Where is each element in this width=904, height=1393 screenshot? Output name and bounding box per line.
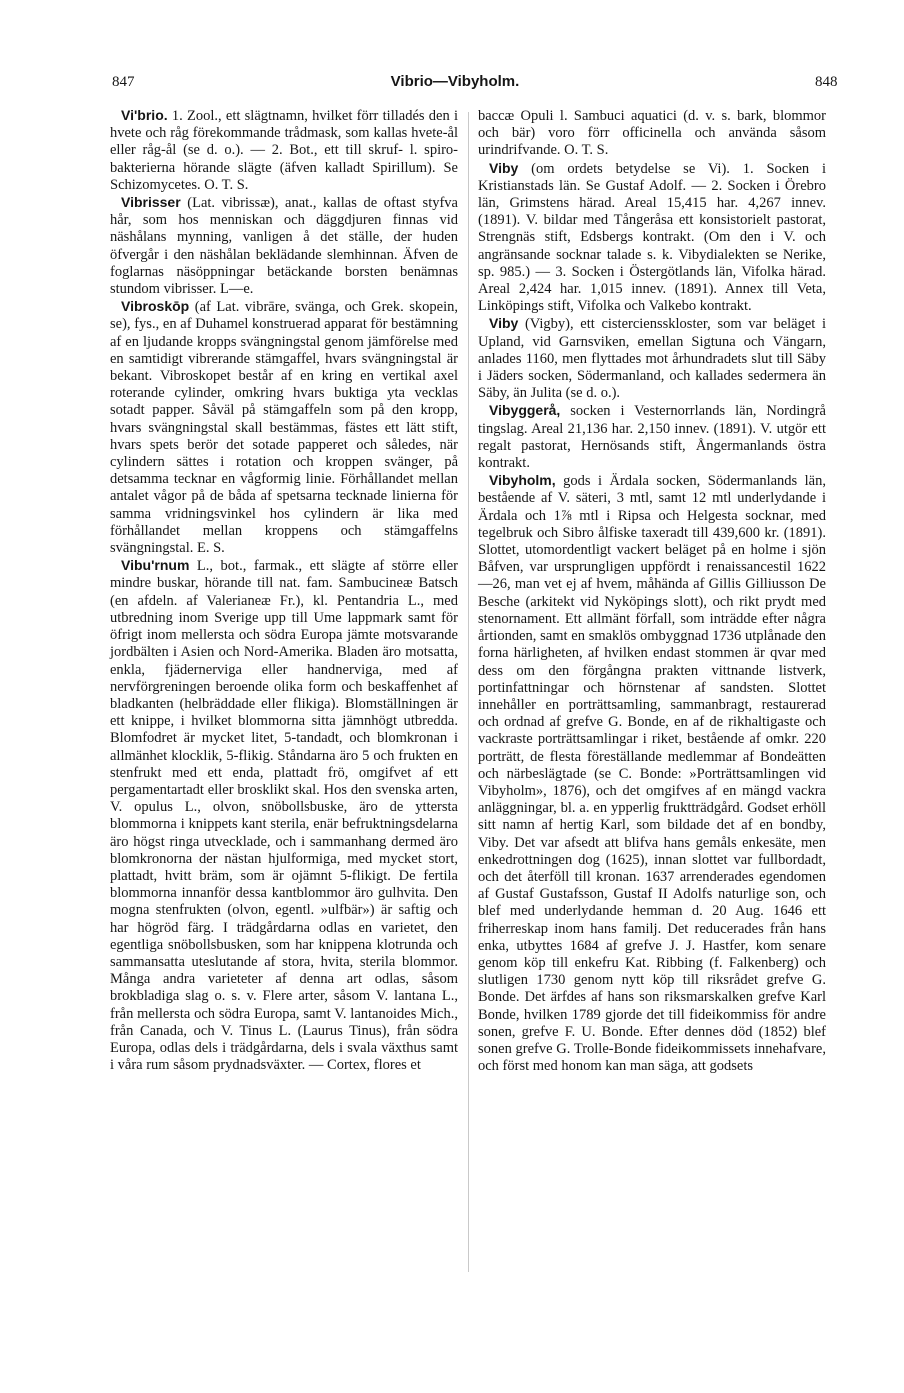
headword: Vibyholm, bbox=[489, 472, 556, 489]
headword: Viby bbox=[489, 159, 519, 176]
entry-text: (Vigby), ett cisterciensskloster, som var beläget i Upland, vid Garnsviken, emellan Sigtuna och Vängarn, anlades 1160, men flyttades mot århundradets slut till Säby i Jäders socken, Södermanland, och kallades sedermera än Säby, än Julita (se d. o.). bbox=[478, 316, 826, 402]
entry-text: (af Lat. vibrāre, svänga, och Grek. skopein, se), fys., en af Duhamel konstruerad apparat för bestämning af en ljudande kropps svängningstal genom jämförelse med en samtidigt vibrerande stämgaffel, hvars svängningstal är bekant. Vibroskopet består af en kring en vertikal axel roterande cylinder, omkring hvars buktiga yta vecklas sotadt papper. Såväl på stämgaffeln som på den kropp, hvars svängningstal skall bestämmas, fästes ett lätt stift, hvars spets berör det sotade papperet och således, när cylindern sättes i rotation och kroppen svänger, på detsamma tecknar en vågformig linie. Förhållandet mellan antalet vågor på de båda af spetsarna tecknade linierna för samma vridningsvinkel hos cylindern är lika med förhållandet mellan kroppens och stämgaffelns svängningstal. E. S. bbox=[110, 299, 458, 557]
entry-text: (Lat. vibrissæ), anat., kallas de oftast styfva hår, som hos menniskan och däggdjuren finnas vid näshålans mynning, vanligen å det ställe, der huden öfvergår i den näshålan beklädande slemhinnan. Äfven de foglarnas näsöppningar betäckande borsten benämnas stundom vibrisser. L—e. bbox=[110, 195, 458, 298]
entry-vibroskop bbox=[110, 298, 458, 557]
headword: Vi'brio. bbox=[121, 107, 168, 123]
entry-vibyggera bbox=[478, 402, 826, 472]
page-number-right: 848 bbox=[815, 74, 838, 90]
column-divider bbox=[468, 112, 469, 1272]
headword: Vibu'rnum bbox=[121, 557, 190, 574]
entry-text: gods i Ärdala socken, Södermanlands län, bestående af V. säteri, 3 mtl, samt 12 mtl underlydande i Ärdala och 1⅞ mtl i Ripsa och Helgesta socknar, med tegelbruk och Sibro ålfiske taxeradt till 439,600 kr. (1891). Slottet, utomordentligt vackert beläget på en holme i sjön Båfven, var ursprungligen uppfördt i renaissancestil 1622—26, man vet ej af hvem, måhända af Gillis Gilliusson De Besche (arkitekt vid Nyköpings slott), och rikt prydt med stenornament. Ett allmänt förfall, som inträdde efter några årtionden, samt en smaklös ombyggnad 1736 utplånade den forna härligheten, af hvilken endast stommen är qvar med dess om den förgångna prakten vittnande listverk, portinfattningar och hörnstenar af sandsten. Slottet innehåller en porträttsamling, sammanbragt, restaurerad och ordnad af grefve G. Bonde, en af de rikhaltigaste och vackraste porträttsamlingar i riket, bestående af omkr. 220 porträtt, de flesta föreställande medlemmar af Bondeätten och närbeslägtade (se C. Bonde: »Porträttsamlingen vid Vibyholm», 1876), och det omgifves af en mängd vackra anläggningar, bl. a. en ypperlig fruktträdgård. Godset erhöll sitt namn af hertig Karl, som bildade det af en bondby, Viby. Det var afsedt att blifva hans gemåls enkesäte, men enkedrottningen dog (1625), innan slottet var fullbordadt, och det återföll till kronan. 1637 arrenderades egendomen af Gustaf Gustafsson, Gustaf II Adolfs naturlige son, och blef med underlydande hemman d. 20 Aug. 1646 ett friherreskap inom hans familj. Det reducerades från hans enka, utbyttes 1684 af grefve J. J. Hastfer, kom senare genom köp till enkefru Kat. Ribbing (f. Falkenberg) och slutligen 1730 genom nytt köp till riksrådet grefve G. Bonde. Det ärfdes af hans son riksmarskalken grefve Karl Bonde, hvilken 1789 gjorde det till fideikommiss för andre sonen, grefve F. U. Bonde. Efter dennes död (1852) blef sonen grefve G. Trolle-Bonde fideikommissets innehafvare, och först med honom kan man säga, att godsets bbox=[478, 473, 826, 1075]
entry-text: baccæ Opuli l. Sambuci aquatici (d. v. s. bark, blommor och bär) voro förr officinella och använda såsom urindrifvande. O. T. S. bbox=[478, 108, 826, 159]
entry-text: (om ordets betydelse se Vi). 1. Socken i Kristianstads län. Se Gustaf Adolf. — 2. Socken i Örebro län, Grimstens härad. Areal 15,415 har. 4,267 innev. (1891). V. bildar med Tångeråsa ett konsistorielt pastorat, Strengnäs stift, Edsbergs kontrakt. (Om den i V. och angränsande socknar talade s. k. Vibydialekten se Nerike, sp. 985.) — 3. Socken i Östergötlands län, Vifolka härad. Areal 2,424 har. 1,015 innev. (1891). Annex till Veta, Linköpings stift, Vifolka och Valkebo kontrakt. bbox=[478, 160, 826, 315]
entry-text: 1. Zool., ett slägtnamn, hvilket förr tilladés den i hvete och råg förekommande trådmask, som kallas hvete-ål eller råg-ål (se d. o.). — 2. Bot., ett till skruf- l. spiro-bakterierna hörande slägte (äfven kalladt Spirillum). Se Schizomycetes. O. T. S. bbox=[110, 108, 458, 193]
headword: Vibrisser bbox=[121, 194, 181, 211]
entry-viby-socken bbox=[478, 160, 826, 316]
entry-vibyholm bbox=[478, 472, 826, 1075]
entry-vibrio bbox=[110, 107, 458, 194]
right-column bbox=[478, 107, 826, 1075]
headword: Vibyggerå, bbox=[489, 402, 561, 419]
entry-text: socken i Vesternorrlands län, Nordingrå tingslag. Areal 21,136 har. 2,150 innev. (1891). V. utgör ett regalt pastorat, Hernösands stift, Ångermanlands östra kontrakt. bbox=[478, 403, 826, 472]
headword: Vibroskōp bbox=[121, 298, 190, 315]
entry-viburnum bbox=[110, 557, 458, 1074]
left-column bbox=[110, 107, 458, 1074]
headword: Viby bbox=[489, 315, 519, 332]
page-number-left: 847 bbox=[112, 74, 135, 90]
running-title: Vibrio—Vibyholm. bbox=[390, 73, 520, 90]
entry-vibrisser bbox=[110, 194, 458, 298]
entry-viburnum-continued bbox=[478, 107, 826, 160]
entry-viby-kloster bbox=[478, 315, 826, 402]
entry-text: L., bot., farmak., ett slägte af större eller mindre buskar, hörande till nat. fam. Sambucineæ Batsch (en afdeln. af Valerianeæ Fr.), kl. Pentandria L., med utbredning inom Sverige upp till Ume lappmark samt för öfrigt inom mellersta och södra Europa jämte motsvarande jordbälten i Asien och Nord-Amerika. Bladen äro motsatta, enkla, fjädernerviga eller handnerviga, med af nervförgreningen beroende olika form och beskaffenhet af bladkanten (helbräddade eller flikiga). Blomställningen är ett knippe, i hvilket blommorna sitta jämnhögt utbredda. Blomfodret är mycket litet, 5-tandadt, och blomkronan i allmänhet klocklik, 5-flikig. Ståndarna äro 5 och frukten en stenfrukt med ett enda, plattadt frö, omgifvet af ett pergamentartadt eller brosklikt skal. Hos den svenska arten, V. opulus L., olvon, snöbollsbuske, äro de yttersta blommorna i knippets kant sterila, enär befruktningsdelarna äro högst ringa utvecklade, och i sammanhang dermed äro blomkronorna der nästan hjulformiga, med mycket stort, plattadt, hvitt bräm, som är ojämnt 5-flikigt. De fertila blommorna innanför dessa kantblommor äro gulhvita. Den mogna stenfrukten (olvon, egentl. »ulfbär») är saftig och har högröd färg. I trädgårdarna odlas en varietet, den egentliga snöbollsbusken, som har knippena klotrunda och sammansatta uteslutande af stora, hvita, sterila blommor. Många andra varieteter af denna art odlas, såsom brokbladiga slag o. s. v. Flere arter, såsom V. lantana L., från mellersta och södra Europa, samt V. lantanoides Mich., från Canada, och V. Tinus L. (Laurus Tinus), från södra Europa, odlas dels i trädgårdarna, dels i svala växthus samt i våra rum såsom prydnadsväxter. — Cortex, flores et bbox=[110, 558, 458, 1074]
